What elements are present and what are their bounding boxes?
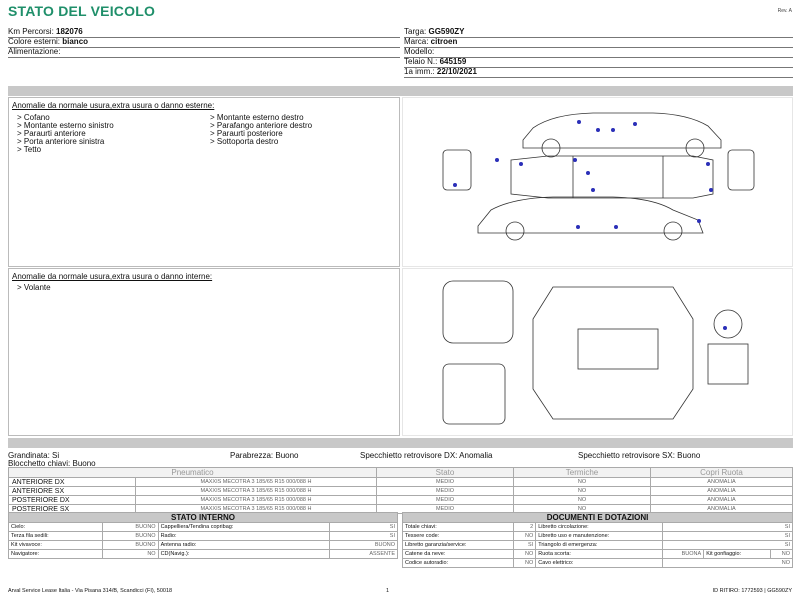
field-label: Targa: (404, 27, 429, 36)
tyre-termiche: NO (514, 496, 651, 505)
field-value: SI (330, 523, 398, 532)
damage-item: > Paraurti posteriore (210, 129, 283, 138)
field-label: Modello: (404, 47, 435, 56)
revision-label: Rev. A (777, 8, 792, 14)
damage-item: > Parafango anteriore destro (210, 121, 313, 130)
table-row (9, 532, 398, 541)
field-value: SI (330, 532, 398, 541)
car-interior-svg (403, 269, 792, 435)
field-label: Totale chiavi: (403, 523, 514, 532)
table-row (9, 550, 398, 559)
field-label: Libretto uso e manutenzione: (536, 532, 663, 541)
field-value: BUONO (330, 541, 398, 550)
tyre-stato: MEDIO (377, 478, 514, 487)
internal-damage-list (17, 284, 51, 292)
field-label: 1a imm.: (404, 67, 437, 76)
field-value: bianco (62, 37, 89, 46)
wheel-icon (506, 222, 524, 240)
section-divider (8, 86, 793, 96)
tyre-stato: MEDIO (377, 487, 514, 496)
field-label: Telaio N.: (404, 57, 440, 66)
damage-item: > Volante (17, 283, 51, 292)
tyre-row (9, 487, 793, 496)
internal-car-diagram (402, 268, 793, 436)
field-label: Libretto circolazione: (536, 523, 663, 532)
tyre-position: ANTERIORE SX (9, 487, 136, 496)
stato-interno-table (8, 512, 398, 559)
table-row (9, 523, 398, 532)
damage-marker (519, 162, 523, 166)
car-side-bottom (478, 197, 703, 233)
field-value: BUONO (103, 532, 159, 541)
field-value: ASSENTE (330, 550, 398, 559)
field-label: Navigatore: (9, 550, 103, 559)
car-front-view (443, 150, 471, 190)
field-value: 22/10/2021 (436, 67, 477, 76)
vehicle-field (404, 67, 793, 78)
parabrezza-label: Parabrezza: Buono (230, 451, 299, 460)
car-rear-view (728, 150, 754, 190)
documenti-table (402, 512, 793, 568)
field-label: Ruota scorta: (536, 550, 663, 559)
damage-marker (709, 188, 713, 192)
tyre-model: MAXXIS MECOTRA 3 185/65 R15 000/088 H (136, 505, 377, 514)
field-label: CD(Navig.): (158, 550, 330, 559)
door-panel-view (708, 344, 748, 384)
copri-ruota-header: Copri Ruota (651, 468, 793, 478)
field-value: SI (663, 523, 793, 532)
interior-plan-view (533, 287, 693, 419)
external-damage-list-1 (17, 114, 114, 154)
field-value: NO (514, 559, 536, 568)
table-row (403, 541, 793, 550)
vehicle-field (8, 47, 400, 58)
external-damage-list-2 (210, 114, 312, 146)
field-label: Tessere code: (403, 532, 514, 541)
field-value: NO (514, 532, 536, 541)
seats-view (578, 329, 658, 369)
field-label: Cielo: (9, 523, 103, 532)
table-row (403, 532, 793, 541)
field-label: Libretto garanzia/service: (403, 541, 514, 550)
damage-marker (577, 120, 581, 124)
damage-marker (453, 183, 457, 187)
table-row (403, 550, 793, 559)
table-row (403, 559, 793, 568)
field-value: GG590ZY (428, 27, 465, 36)
damage-marker (723, 326, 727, 330)
field-label: Catene da neve: (403, 550, 514, 559)
damage-marker (633, 122, 637, 126)
field-label: Antenna radio: (158, 541, 330, 550)
grandinata-label: Grandinata: Si (8, 451, 60, 460)
stato-interno-title: STATO INTERNO (9, 513, 398, 523)
tyre-stato: MEDIO (377, 496, 514, 505)
footer-address: Arval Service Lease Italia - Via Pisana 314/B, Scandicci (FI), 50018 (8, 588, 173, 594)
damage-markers (453, 120, 713, 229)
field-label: Codice autoradio: (403, 559, 514, 568)
field-value: 182076 (56, 27, 83, 36)
tyre-termiche: NO (514, 478, 651, 487)
field-value: 645159 (439, 57, 467, 66)
field-value: NO (103, 550, 159, 559)
blocchetto-label: Blocchetto chiavi: Buono (8, 459, 96, 468)
field-label: Marca: (404, 37, 431, 46)
damage-marker (614, 225, 618, 229)
tyre-position: ANTERIORE DX (9, 478, 136, 487)
field-value: NO (770, 550, 792, 559)
damage-marker (706, 162, 710, 166)
mirror-sx-label: Specchietto retrovisore SX: Buono (578, 451, 701, 460)
damage-marker (495, 158, 499, 162)
footer-id: ID RITIRO: 1772593 | GG590ZY (712, 588, 792, 594)
field-value: SI (663, 541, 793, 550)
wheel-icon (664, 222, 682, 240)
tyre-copri: ANOMALIA (651, 496, 793, 505)
field-label: Terza fila sedili: (9, 532, 103, 541)
section-divider (8, 438, 793, 448)
field-value: BUONA (663, 550, 704, 559)
car-side-top (523, 113, 721, 148)
damage-item: > Tetto (17, 145, 42, 154)
tyre-model: MAXXIS MECOTRA 3 185/65 R15 000/088 H (136, 478, 377, 487)
damage-marker (611, 128, 615, 132)
tyre-termiche: NO (514, 487, 651, 496)
steering-wheel-icon (714, 310, 742, 338)
termiche-header: Termiche (514, 468, 651, 478)
field-label: Alimentazione: (8, 47, 61, 56)
internal-damage-panel (8, 268, 400, 436)
tyre-header: Pneumatico (9, 468, 377, 478)
tyre-copri: ANOMALIA (651, 478, 793, 487)
tyre-copri: ANOMALIA (651, 505, 793, 514)
tyre-model: MAXXIS MECOTRA 3 185/65 R15 000/088 H (136, 496, 377, 505)
field-label: Km Percorsi: (8, 27, 57, 36)
external-damage-title: Anomalie da normale usura,extra usura o danno esterne: (12, 101, 215, 110)
documenti-title: DOCUMENTI E DOTAZIONI (403, 513, 793, 523)
damage-item: > Cofano (17, 113, 50, 122)
rear-trunk-view (443, 364, 505, 424)
tyre-stato: MEDIO (377, 505, 514, 514)
field-label: Kit gonfiaggio: (704, 550, 771, 559)
damage-marker (576, 225, 580, 229)
tyre-copri: ANOMALIA (651, 487, 793, 496)
field-label: Cappelliera/Tendina copribag: (158, 523, 330, 532)
damage-marker (596, 128, 600, 132)
field-label: Cavo elettrico: (536, 559, 663, 568)
table-row (403, 523, 793, 532)
page-number: 1 (386, 588, 390, 594)
tyre-model: MAXXIS MECOTRA 3 185/65 R15 000/088 H (136, 487, 377, 496)
tyres-header-row (9, 468, 793, 478)
field-value: BUONO (103, 523, 159, 532)
page-title: STATO DEL VEICOLO (8, 3, 156, 19)
damage-marker (573, 158, 577, 162)
internal-damage-title: Anomalie da normale usura,extra usura o danno interne: (12, 272, 213, 281)
damage-item: > Porta anteriore sinistra (17, 137, 105, 146)
dashboard-view (443, 281, 513, 343)
field-value: BUONO (103, 541, 159, 550)
external-damage-panel (8, 97, 400, 267)
car-exterior-svg (403, 98, 792, 266)
field-value: SI (663, 532, 793, 541)
tyre-position: POSTERIORE DX (9, 496, 136, 505)
field-value: citroen (430, 37, 458, 46)
field-label: Triangolo di emergenza: (536, 541, 663, 550)
tyres-table (8, 467, 793, 514)
damage-item: > Montante esterno destro (210, 113, 304, 122)
mirror-dx-label: Specchietto retrovisore DX: Anomalia (360, 451, 493, 460)
field-label: Kit vivavoce: (9, 541, 103, 550)
field-value: SI (514, 541, 536, 550)
damage-item: > Montante esterno sinistro (17, 121, 114, 130)
damage-marker (586, 171, 590, 175)
car-top-view (511, 156, 713, 198)
stato-header: Stato (377, 468, 514, 478)
damage-marker (697, 219, 701, 223)
external-car-diagram (402, 97, 793, 267)
field-label: Radio: (158, 532, 330, 541)
table-row (9, 541, 398, 550)
tyre-termiche: NO (514, 505, 651, 514)
field-value: 2 (514, 523, 536, 532)
tyre-row (9, 478, 793, 487)
tyre-row (9, 496, 793, 505)
field-value: NO (663, 559, 793, 568)
tyre-position: POSTERIORE SX (9, 505, 136, 514)
field-label: Colore esterni: (8, 37, 63, 46)
field-value: NO (514, 550, 536, 559)
damage-marker (591, 188, 595, 192)
damage-item: > Paraurti anteriore (17, 129, 86, 138)
damage-item: > Sottoporta destro (210, 137, 279, 146)
